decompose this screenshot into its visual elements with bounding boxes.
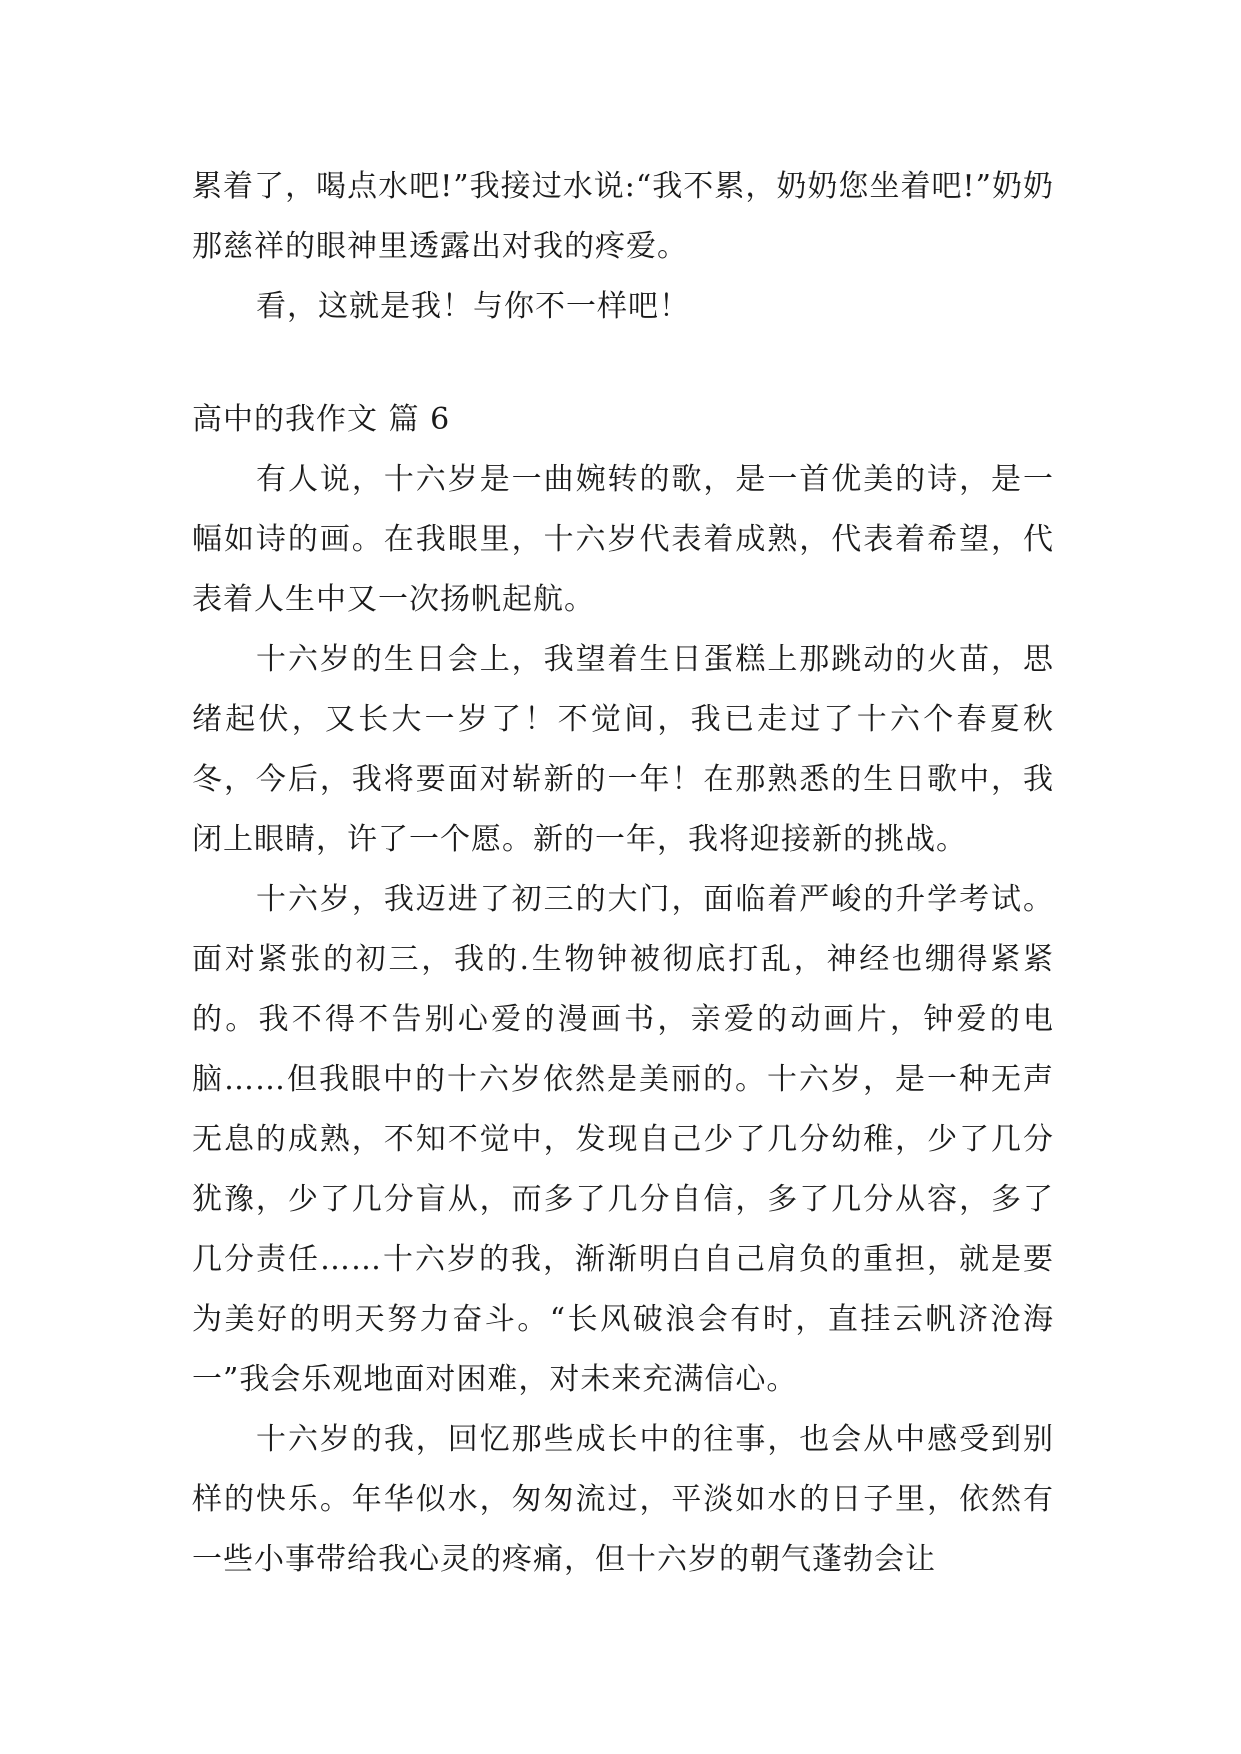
paragraph: 累着了，喝点水吧!”我接过水说:“我不累，奶奶您坐着吧!”奶奶那慈祥的眼神里透露出对我的疼爱。 <box>192 169 1054 264</box>
essay-body <box>192 450 1054 1590</box>
paragraph: 有人说，十六岁是一曲婉转的歌，是一首优美的诗，是一幅如诗的画。在我眼里，十六岁代表着成熟，代表着希望，代表着人生中又一次扬帆起航。 <box>192 462 1054 617</box>
essay-title: 高中的我作文 篇 6 <box>192 402 451 437</box>
continued-text <box>192 157 1054 337</box>
paragraph: 十六岁的生日会上，我望着生日蛋糕上那跳动的火苗，思绪起伏，又长大一岁了！不觉间，我已走过了十六个春夏秋冬，今后，我将要面对崭新的一年！在那熟悉的生日歌中，我闭上眼睛，许了一个愿。新的一年，我将迎接新的挑战。 <box>192 642 1054 857</box>
paragraph: 十六岁的我，回忆那些成长中的往事，也会从中感受到别样的快乐。年华似水，匆匆流过，平淡如水的日子里，依然有一些小事带给我心灵的疼痛，但十六岁的朝气蓬勃会让 <box>192 1422 1054 1577</box>
paragraph: 看，这就是我！与你不一样吧！ <box>256 289 690 324</box>
paragraph: 十六岁，我迈进了初三的大门，面临着严峻的升学考试。面对紧张的初三，我的.生物钟被彻底打乱，神经也绷得紧紧的。我不得不告别心爱的漫画书，亲爱的动画片，钟爱的电脑……但我眼中的十六岁依然是美丽的。十六岁，是一种无声无息的成熟，不知不觉中，发现自己少了几分幼稚，少了几分犹豫，少了几分盲从，而多了几分自信，多了几分从容，多了几分责任……十六岁的我，渐渐明白自己肩负的重担，就是要为美好的明天努力奋斗。“长风破浪会有时，直挂云帆济沧海一”我会乐观地面对困难，对未来充满信心。 <box>192 882 1054 1397</box>
